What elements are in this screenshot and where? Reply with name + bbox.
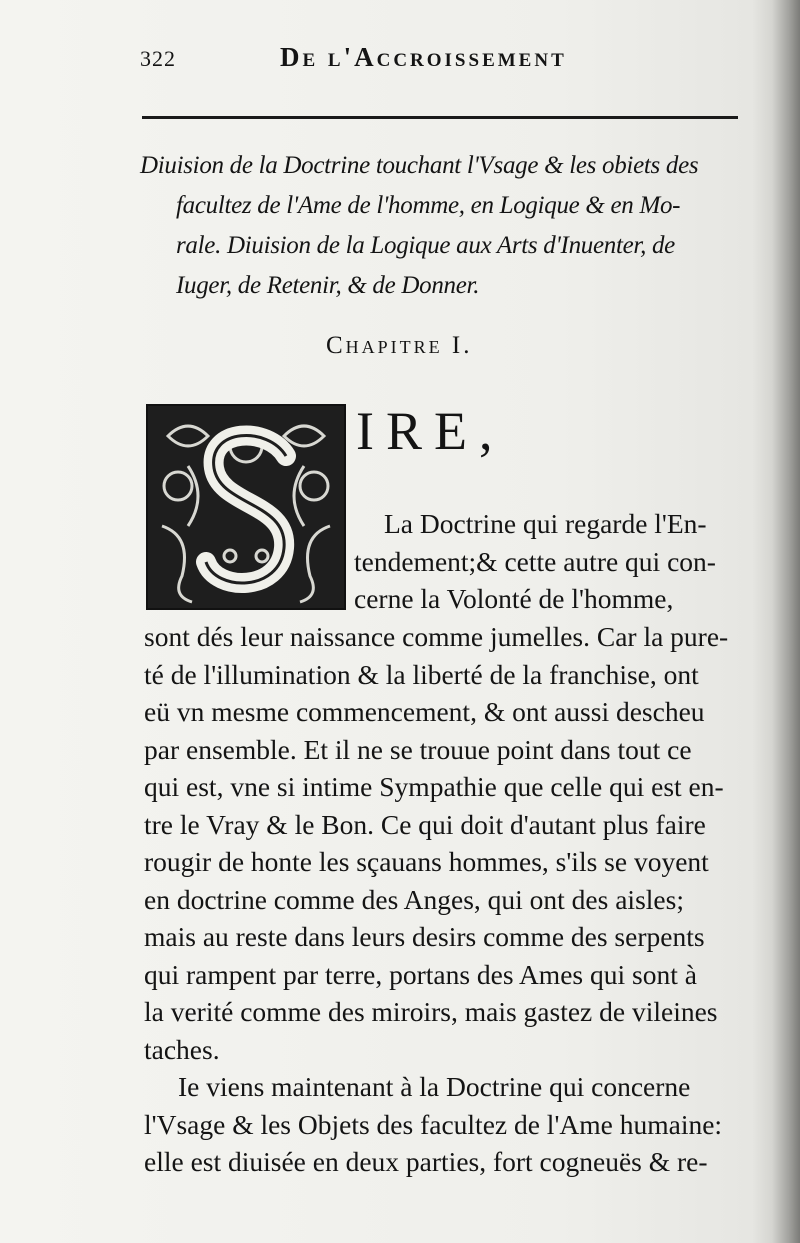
text-line: rougir de honte les sçauans hommes, s'ils se voyent [144,846,709,877]
body-text-beside-initial [354,505,744,618]
text-line: cerne la Volonté de l'homme, [354,583,674,614]
running-head: De l'Accroissement [280,42,567,72]
page-header [140,42,740,82]
text-line: qui rampent par terre, portans des Ames qui sont à [144,958,697,990]
summary-line: rale. Diuision de la Logique aux Arts d'Inuenter, de [176,232,675,259]
text-line: tre le Vray & le Bon. Ce qui doit d'autant plus faire [144,808,706,840]
text-line: elle est diuisée en deux parties, fort cogneuës & re- [144,1146,708,1177]
salutation: IRE, [356,401,505,461]
page-gutter-shadow [772,0,800,1243]
summary-line: facultez de l'Ame de l'homme, en Logique & en Mo- [176,192,681,219]
text-line: qui est, vne si intime Sympathie que celle qui est en- [144,771,724,802]
text-line: mais au reste dans leurs desirs comme des serpents [144,921,705,952]
header-rule [142,116,738,119]
text-line: eü vn mesme commencement, & ont aussi descheu [144,696,705,727]
summary-line: Iuger, de Retenir, & de Donner. [176,272,480,299]
summary-line: Diuision de la Doctrine touchant l'Vsage & les obiets des [140,152,699,179]
text-line: sont dés leur naissance comme jumelles. Car la pure- [144,621,729,652]
text-line: par ensemble. Et il ne se trouue point dans tout ce [144,733,692,765]
text-line: la verité comme des miroirs, mais gastez de vileines [144,996,718,1027]
text-line: en doctrine comme des Anges, qui ont des aisles; [144,883,684,915]
ornamental-initial-icon [146,404,346,610]
body-text [144,618,744,1181]
text-line: té de l'illumination & la liberté de la franchise, ont [144,658,699,690]
text-line: l'Vsage & les Objets des facultez de l'Ame humaine: [144,1108,723,1140]
text-line: taches. [144,1033,220,1065]
text-line: tendement;& cette autre qui con- [354,545,716,577]
chapter-title: Chapitre I. [326,332,473,359]
chapter-summary [140,146,760,306]
page-number: 322 [140,46,176,71]
text-line: Ie viens maintenant à la Doctrine qui concerne [178,1071,691,1102]
text-line: La Doctrine qui regarde l'En- [384,508,707,539]
